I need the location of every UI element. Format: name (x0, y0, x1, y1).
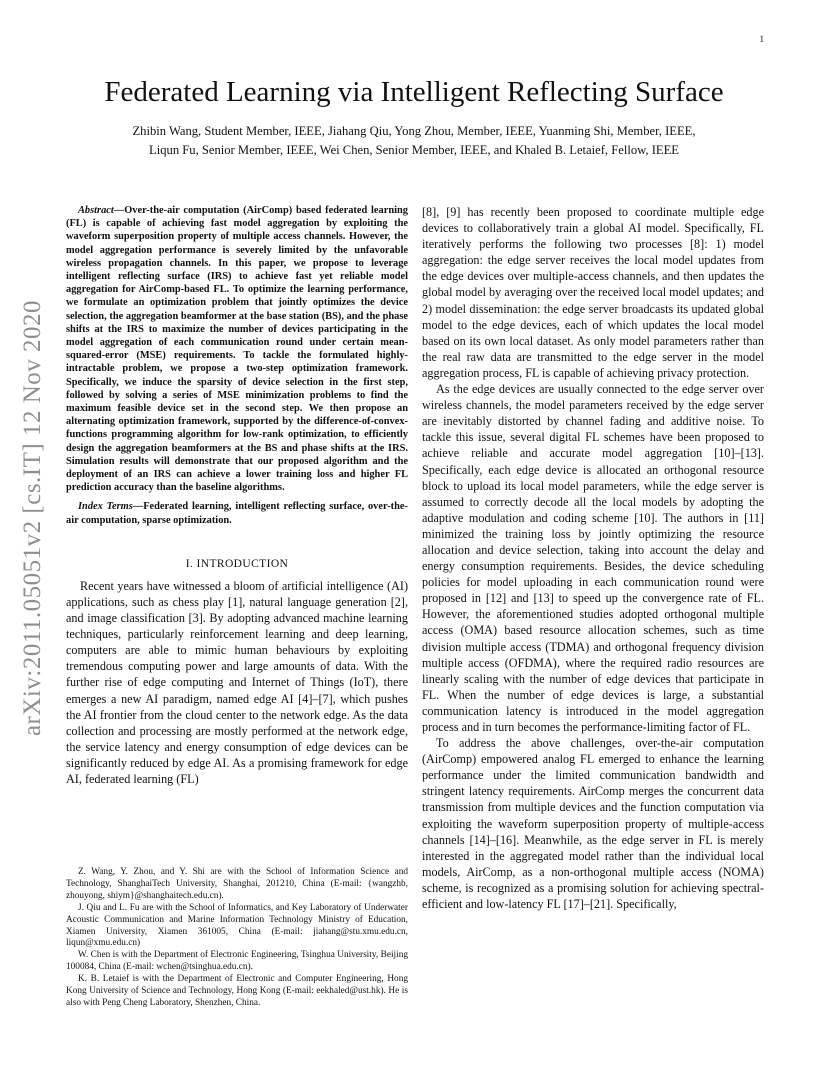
body-paragraph: To address the above challenges, over-the-air computation (AirComp) empowered analog FL emerged to enhance the learning performance under the limited communication bandwidth and stringent latency requirements. AirComp merges the concurrent data transmission from multiple devices and the function computation via exploiting the waveform superposition property of multiple-access channels [14]–[16]. Meanwhile, as the edge server in FL is merely interested in the aggregated model rather than the individual local models, AirComp, as a non-orthogonal multiple access (NOMA) scheme, is recognized as a promising solution for achieving spectral-efficient and low-latency FL [17]–[21]. Specifically, (422, 736, 764, 912)
section-heading: I. INTRODUCTION (185, 557, 289, 570)
left-column (66, 204, 408, 787)
footnote: Z. Wang, Y. Zhou, and Y. Shi are with the School of Information Science and Technology, ShanghaiTech University, Shanghai, 201210, China (E-mail: {wangzhb, zhouyong, shiym}@shanghaitech.edu.cn). (66, 867, 408, 901)
arxiv-id: arXiv:2011.05051v2 [cs.IT] 12 Nov 2020 (19, 299, 46, 736)
page-number: 1 (759, 34, 764, 44)
authors-line-1: Zhibin Wang, Student Member, IEEE, Jiahang Qiu, Yong Zhou, Member, IEEE, Yuanming Shi, Member, IEEE, (132, 124, 696, 138)
authors-line-2: Liqun Fu, Senior Member, IEEE, Wei Chen, Senior Member, IEEE, and Khaled B. Letaief, Fellow, IEEE (149, 143, 679, 157)
intro-paragraph: Recent years have witnessed a bloom of artificial intelligence (AI) applications, such as chess play [1], natural language generation [2], and image classification [3]. By adopting advanced machine learning techniques, particularly reinforcement learning and deep learning, computers are able to mimic human behaviours by exploiting tremendous computing power and large amounts of data. With the further rise of edge computing and Internet of Things (IoT), there emerges a new AI paradigm, named edge AI [4]–[7], which pushes the AI frontier from the cloud center to the network edge. As the data collection and processing are mostly performed at the network edge, the service latency and energy consumption of edge devices can be significantly reduced by edge AI. As a promising framework for edge AI, federated learning (FL) (66, 578, 408, 786)
abstract-label: Abstract (78, 205, 114, 216)
footnote: K. B. Letaief is with the Department of Electronic and Computer Engineering, Hong Kong University of Science and Technology, Hong Kong (E-mail: eekhaled@ust.hk). He is also with Peng Cheng Laboratory, Shenzhen, China. (66, 974, 408, 1008)
paper-title: Federated Learning via Intelligent Reflecting Surface (104, 76, 724, 108)
body-paragraph: As the edge devices are usually connected to the edge server over wireless channels, the model parameters received by the edge server are inevitably distorted by channel fading and additive noise. To tackle this issue, several digital FL schemes have been proposed to achieve reliable and accurate model aggregation [10]–[13]. Specifically, each edge device is allocated an orthogonal resource block to upload its local model parameters, while the edge server is assumed to correctly decode all the local models by adopting the adaptive modulation and coding scheme [10]. The authors in [11] minimized the training loss by jointly optimizing the resource allocation and device selection, taking into account the delay and energy consumption requirements. Besides, the device scheduling policies for model uploading in each communication round were proposed in [12] and [13] to speed up the convergence rate of FL. However, the aforementioned studies adopted orthogonal multiple access (OMA) based resource allocation schemes, such as time division multiple access (TDMA) and orthogonal frequency division multiple access (OFDMA), where the required radio resources are linearly scaling with the number of edge devices that participate in FL. When the number of edge devices is large, a substantial communication latency is introduced in the model aggregation process and in turn becomes the performance-limiting factor of FL. (422, 382, 764, 734)
abstract (66, 204, 408, 494)
footnote: W. Chen is with the Department of Electronic Engineering, Tsinghua University, Beijing 100084, China (E-mail: wchen@tsinghua.edu.cn). (66, 950, 408, 973)
footnote: J. Qiu and L. Fu are with the School of Informatics, and Key Laboratory of Underwater Acoustic Communication and Marine Information Technology Ministry of Education, Xiamen University, Xiamen 361005, China (E-mail: jiahang@stu.xmu.edu.cn, liqun@xmu.edu.cn) (66, 902, 408, 949)
body-paragraph: [8], [9] has recently been proposed to coordinate multiple edge devices to collaboratively train a global AI model. Specifically, FL iteratively performs the following two processes [8]: 1) model aggregation: the edge server receives the local model updates from the edge devices over multiple-access channels, and then updates the global model by averaging over the received local model updates; and 2) model dissemination: the edge server broadcasts its updated global model to the edge devices, each of which updates the local model based on its own local dataset. As only model parameters rather than the real raw data are transmitted to the edge server in the model aggregation process, FL is capable of achieving privacy protection. (422, 205, 764, 380)
arxiv-stamp (13, 265, 53, 770)
index-terms-text: —Federated learning, intelligent reflecting surface, over-the-air computation, sparse optimization. (66, 501, 408, 526)
index-terms-label: Index Terms (78, 501, 133, 513)
index-terms (66, 500, 408, 526)
right-column (422, 204, 764, 912)
footnotes (66, 867, 408, 1010)
author-list (70, 122, 758, 160)
abstract-text: —Over-the-air computation (AirComp) based federated learning (FL) is capable of achieving fast model aggregation by exploiting the waveform superposition property of multiple access channels. However, the model aggregation performance is severely limited by the unfavorable wireless propagation channels. In this paper, we propose to leverage intelligent reflecting surface (IRS) to achieve fast yet reliable model aggregation for AirComp-based FL. To optimize the learning performance, we formulate an optimization problem that jointly optimizes the device selection, the aggregation beamformer at the base station (BS), and the phase shifts at the IRS to maximize the number of devices participating in the model aggregation of each communication round under certain mean-squared-error (MSE) requirements. To tackle the formulated highly-intractable problem, we propose a two-step optimization framework. Specifically, we induce the sparsity of device selection in the first step, followed by solving a series of MSE minimization problems to find the maximum feasible device set in the second step. We then propose an alternating optimization framework, supported by the difference-of-convex-functions programming algorithm for low-rank optimization, to efficiently design the aggregation beamformers at the BS and phase shifts at the IRS. Simulation results will demonstrate that our proposed algorithm and the deployment of an IRS can achieve a lower training loss and higher FL prediction accuracy than the baseline algorithms. (66, 205, 408, 494)
